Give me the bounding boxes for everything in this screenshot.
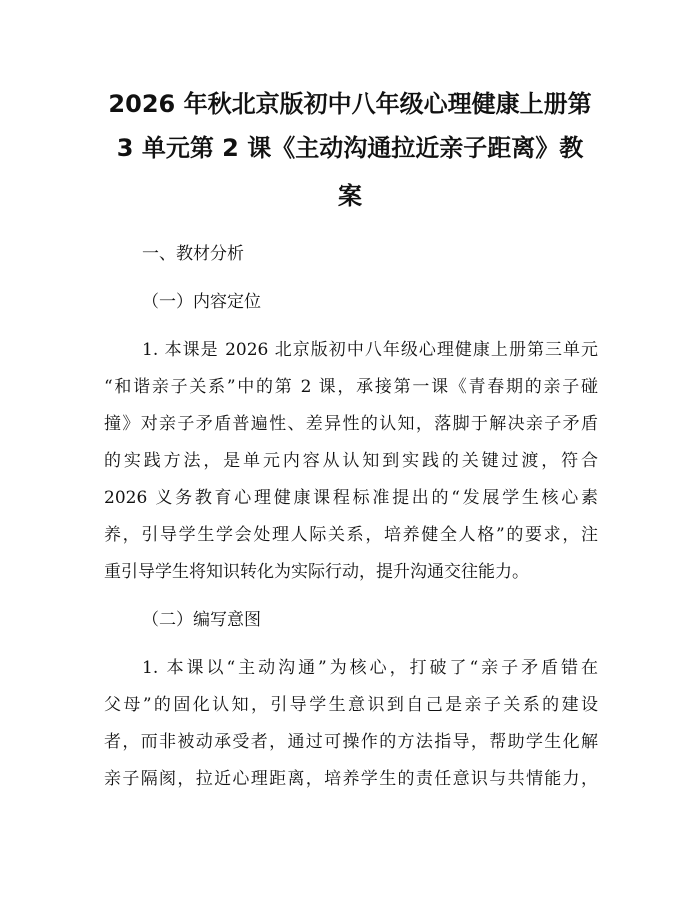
document-title-line-1: 2026 年秋北京版初中八年级心理健康上册第 [108, 90, 592, 118]
paragraph-1-line-6: 养，引导学生学会处理人际关系，培养健全人格”的要求，注 [104, 525, 598, 545]
subsection-heading-writing-intent: （二）编写意图 [142, 610, 261, 630]
paragraph-1-line-1: 1. 本课是 2026 北京版初中八年级心理健康上册第三单元 [142, 340, 598, 360]
paragraph-1-line-7: 重引导学生将知识转化为实际行动，提升沟通交往能力。 [104, 562, 529, 582]
subsection-heading-content-position: （一）内容定位 [142, 292, 261, 312]
document-title-line-3: 案 [338, 182, 362, 210]
paragraph-2-line-1: 1. 本课以“主动沟通”为核心，打破了“亲子矛盾错在 [142, 658, 598, 678]
paragraph-1-line-5: 2026 义务教育心理健康课程标准提出的“发展学生核心素 [104, 488, 598, 508]
paragraph-1-line-2: “和谐亲子关系”中的第 2 课，承接第一课《青春期的亲子碰 [104, 377, 598, 397]
paragraph-2-line-2: 父母”的固化认知，引导学生意识到自己是亲子关系的建设 [104, 695, 598, 715]
section-heading-textbook-analysis: 一、教材分析 [142, 244, 244, 264]
paragraph-2-line-4: 亲子隔阂，拉近心理距离，培养学生的责任意识与共情能力， [104, 769, 598, 789]
paragraph-1-line-3: 撞》对亲子矛盾普遍性、差异性的认知，落脚于解决亲子矛盾 [104, 414, 598, 434]
document-title-line-2: 3 单元第 2 课《主动沟通拉近亲子距离》教 [116, 134, 584, 162]
paragraph-1-line-4: 的实践方法，是单元内容从认知到实践的关键过渡，符合 [104, 451, 598, 471]
paragraph-2-line-3: 者，而非被动承受者，通过可操作的方法指导，帮助学生化解 [104, 732, 598, 752]
